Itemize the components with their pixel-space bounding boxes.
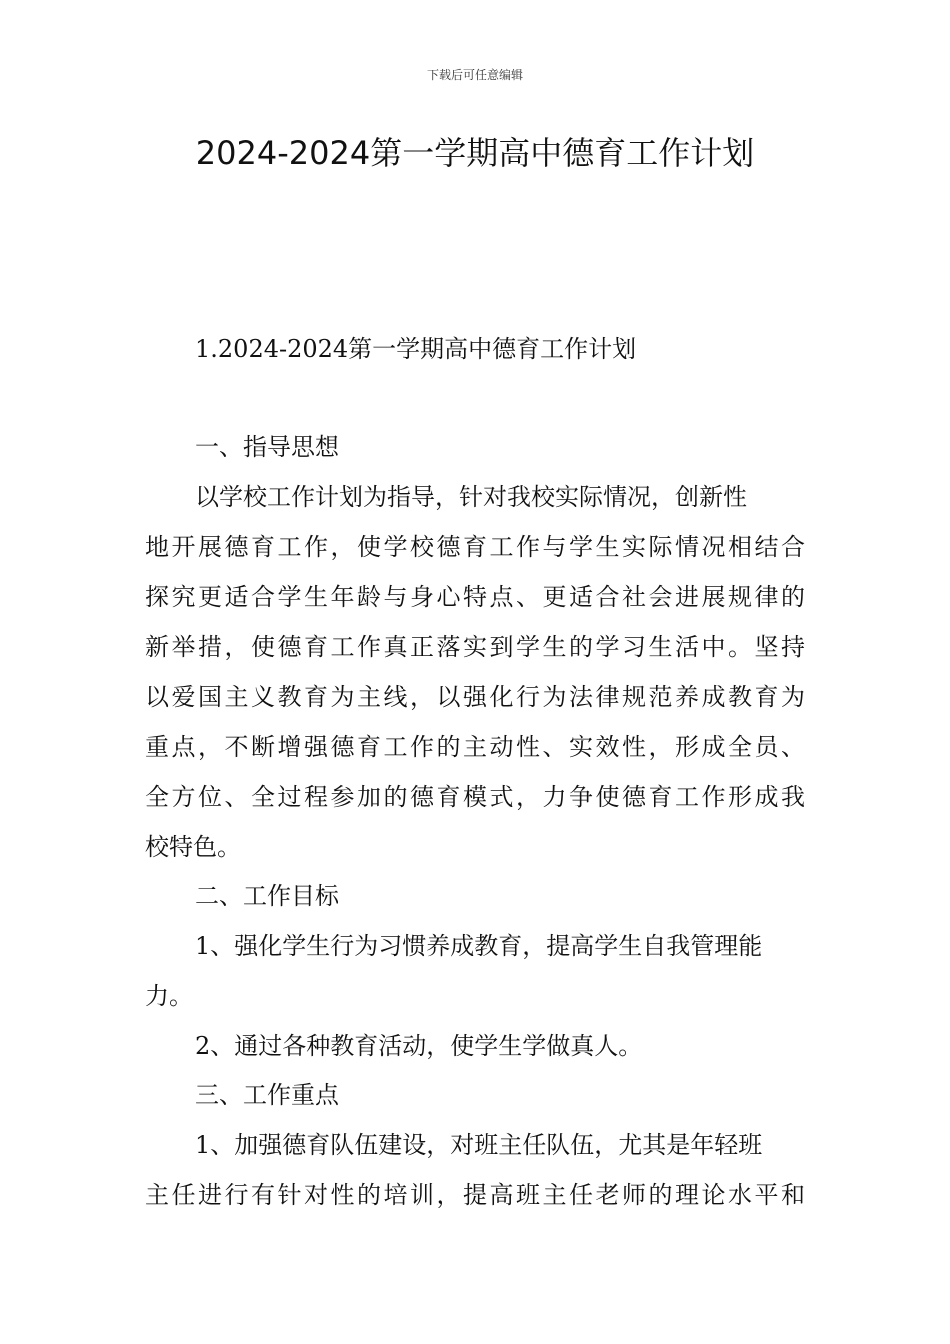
body-line-10: 校特色。 <box>145 833 241 861</box>
body-line-14: 2、通过各种教育活动，使学生学做真人。 <box>195 1032 643 1060</box>
body-line-6: 新举措，使德育工作真正落实到学生的学习生活中。坚持 <box>145 633 805 661</box>
body-line-1: 1.2024-2024第一学期高中德育工作计划 <box>195 335 637 363</box>
body-line-12: 1、强化学生行为习惯养成教育，提高学生自我管理能 <box>195 932 763 960</box>
section-heading-2: 二、工作目标 <box>195 882 339 910</box>
body-line-3: 以学校工作计划为指导，针对我校实际情况，创新性 <box>195 483 747 511</box>
body-line-9: 全方位、全过程参加的德育模式，力争使德育工作形成我 <box>145 783 805 811</box>
body-line-17: 主任进行有针对性的培训，提高班主任老师的理论水平和 <box>145 1181 805 1209</box>
section-heading-1: 一、指导思想 <box>195 433 339 461</box>
body-line-4: 地开展德育工作，使学校德育工作与学生实际情况相结合 <box>145 533 805 561</box>
document-title: 2024-2024第一学期高中德育工作计划 <box>195 134 755 172</box>
header-note: 下载后可任意编辑 <box>426 68 523 82</box>
body-line-16: 1、加强德育队伍建设，对班主任队伍，尤其是年轻班 <box>195 1131 763 1159</box>
body-line-5: 探究更适合学生年龄与身心特点、更适合社会进展规律的 <box>145 583 805 611</box>
body-line-13: 力。 <box>145 982 193 1010</box>
body-line-8: 重点，不断增强德育工作的主动性、实效性，形成全员、 <box>145 733 805 761</box>
section-heading-3: 三、工作重点 <box>195 1081 339 1109</box>
body-line-7: 以爱国主义教育为主线，以强化行为法律规范养成教育为 <box>145 683 805 711</box>
